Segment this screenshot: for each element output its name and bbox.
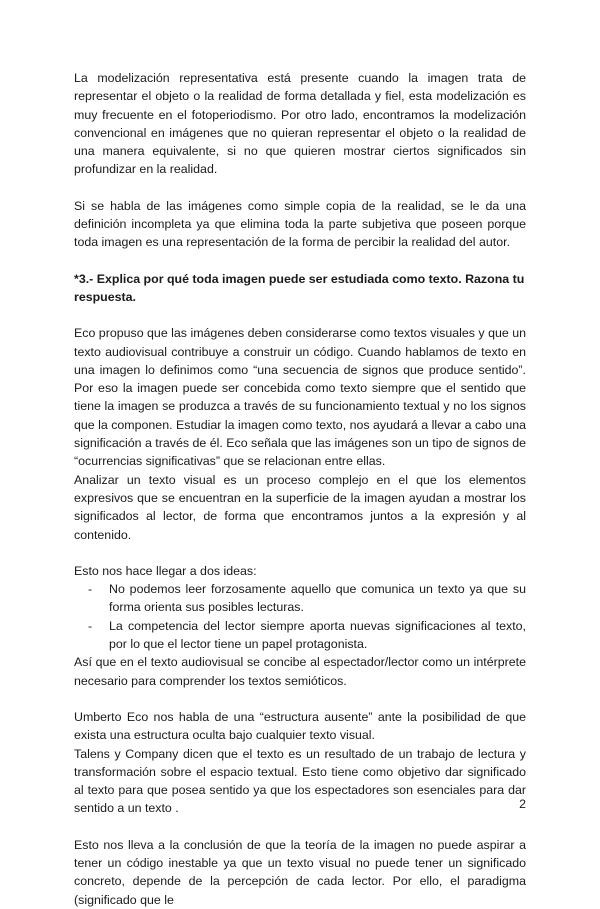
paragraph-talens-company: Talens y Company dicen que el texto es un resultado de un trabajo de lectura y transformación sobre el espacio textual. Esto tiene como objetivo dar significado al texto para que posea sentido ya que los espectadores son esenciales para dar sentido a un texto . <box>74 746 526 816</box>
paragraph-gap <box>74 690 526 708</box>
paragraph-gap <box>74 252 526 270</box>
list-item-text: No podemos leer forzosamente aquello que comunica un texto ya que su forma orienta sus posibles lecturas. <box>109 582 526 615</box>
paragraph-eco-textos: Eco propuso que las imágenes deben considerarse como textos visuales y que un texto audiovisual contribuye a construir un código. Cuando hablamos de texto en una imagen lo definimos como “una secuencia de signos que produce sentido”. Por eso la imagen puede ser concebida como texto siempre que el sentido que tiene la imagen se produzca a través de su funcionamiento textual y no los signos que la componen. Estudiar la imagen como texto, nos ayudará a llevar a cabo una significación a través de él. Eco señala que las imágenes son un tipo de signos de “ocurrencias significativas” que se relacionan entre ellas. <box>74 326 526 469</box>
question-heading: *3.- Explica por qué toda imagen puede ser estudiada como texto. Razona tu respuesta. <box>74 271 525 304</box>
paragraph-modelizacion: La modelización representativa está presente cuando la imagen trata de representar el objeto o la realidad de forma detallada y fiel, esta modelización es muy frecuente en el fotoperiodismo. Por otro lado, encontramos la modelización convencional en imágenes que no quieran representar el objeto o la realidad de una manera equivalente, si no que quieren mostrar ciertos significados sin profundizar en la realidad. <box>74 71 526 177</box>
list-item-text: La competencia del lector siempre aporta nuevas significaciones al texto, por lo que el lector tiene un papel protagonista. <box>109 618 526 652</box>
paragraph-gap <box>74 306 526 324</box>
paragraph-gap <box>74 179 526 197</box>
paragraph-conclusion: Esto nos lleva a la conclusión de que la teoría de la imagen no puede aspirar a tener un código inestable ya que un texto visual no puede tener un significado concreto, depende de la percepción de cada lector. Por ello, el paradigma (significado que le <box>74 837 526 907</box>
paragraph-gap <box>74 818 526 836</box>
paragraph-analizar-texto: Analizar un texto visual es un proceso complejo en el que los elementos expresivos que se encuentran en la superficie de la imagen ayudan a mostrar los significados al lector, de forma que encontramos juntos a la expresión y al contenido. <box>74 472 526 542</box>
page-number: 2 <box>519 797 526 811</box>
paragraph-gap <box>74 544 526 562</box>
paragraph-dos-ideas: Esto nos hace llegar a dos ideas: <box>74 563 257 578</box>
document-body <box>74 69 526 909</box>
list-item <box>74 617 526 654</box>
dash-bullet: - <box>88 582 93 597</box>
list-item <box>74 580 526 617</box>
paragraph-espectador: Así que en el texto audiovisual se concibe al espectador/lector como un intérprete necesario para comprender los textos semióticos. <box>74 655 526 688</box>
dash-bullet: - <box>88 618 93 633</box>
paragraph-estructura-ausente: Umberto Eco nos habla de una “estructura ausente” ante la posibilidad de que exista una estructura oculta bajo cualquier texto visual. <box>74 709 526 743</box>
ideas-list <box>74 580 526 653</box>
paragraph-copia-realidad: Si se habla de las imágenes como simple copia de la realidad, se le da una definición incompleta ya que elimina toda la parte subjetiva que poseen porque toda imagen es una representación de la forma de percibir la realidad del autor. <box>74 198 526 250</box>
